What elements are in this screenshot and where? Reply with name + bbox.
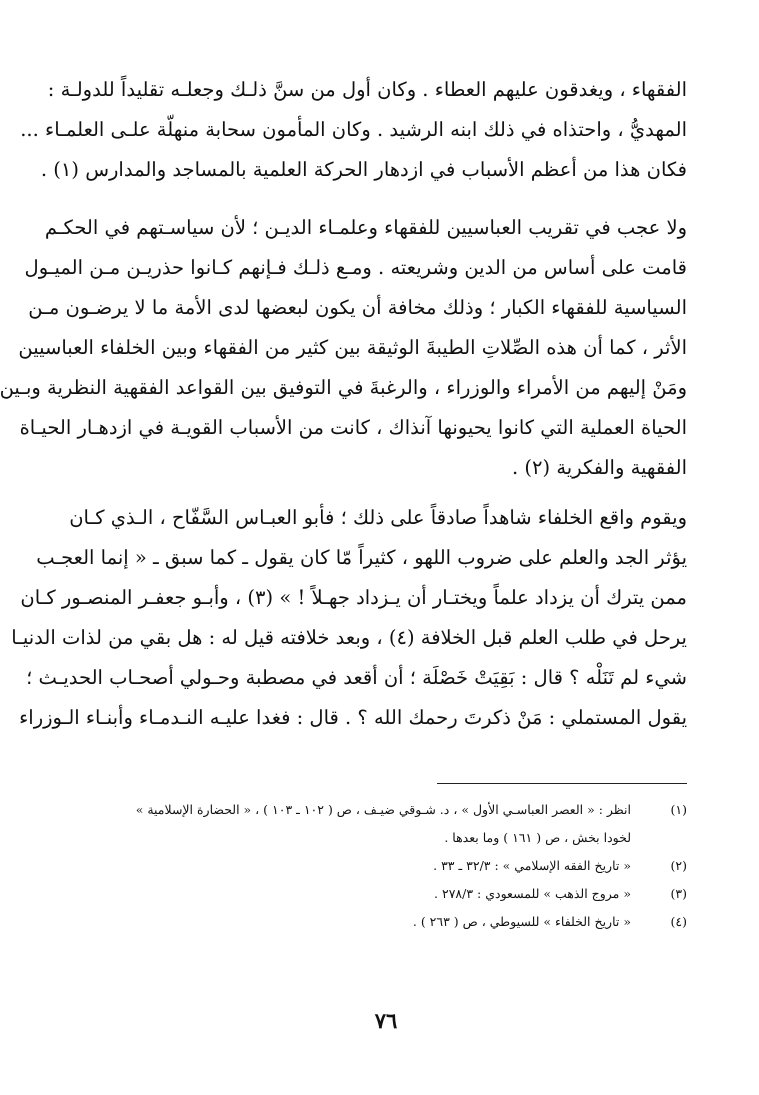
footnote-number: (٢) bbox=[670, 858, 687, 873]
page-number: ٧٦ bbox=[374, 1008, 398, 1033]
footnote bbox=[91, 880, 687, 908]
body-paragraph bbox=[0, 208, 687, 488]
text-line: يقول المستملي : مَنْ ذكرتَ رحمك الله ؟ . قال : فغدا عليـه النـدمـاء وأبنـاء الـوزراء bbox=[19, 706, 687, 729]
body-paragraph bbox=[11, 498, 687, 738]
text-line: يؤثر الجد والعلم على ضروب اللهو ، كثيراً مّا كان يقول ـ كما سبق ـ « إنما العجـب bbox=[36, 546, 687, 569]
footnote bbox=[91, 796, 687, 852]
text-line: السياسية للفقهاء الكبار ؛ وذلك مخافة أن يكون لبعضها لدى الأمة ما لا يرضـون مـن bbox=[28, 296, 687, 319]
footnote-text: لخودا بخش ، ص ( ١٦١ ) وما بعدها . bbox=[444, 830, 631, 845]
footnote bbox=[91, 852, 687, 880]
text-line: ويقوم واقع الخلفاء شاهداً صادقاً على ذلك ؛ فأبو العبـاس السَّفّاح ، الـذي كـان bbox=[69, 506, 687, 529]
text-line: ممن يترك أن يزداد علماً ويختـار أن يـزداد جهـلاً ! » (٣) ، وأبـو جعفـر المنصـور كـان bbox=[20, 586, 687, 609]
body-paragraph bbox=[20, 70, 687, 190]
text-line: ولا عجب في تقريب العباسيين للفقهاء وعلمـاء الديـن ؛ لأن سياسـتهم في الحكـم bbox=[44, 216, 687, 239]
footnote-text: « تاريخ الخلفاء » للسيوطي ، ص ( ٢٦٣ ) . bbox=[412, 914, 631, 929]
footnotes bbox=[91, 796, 687, 936]
text-line: يرحل في طلب العلم قبل الخلافة (٤) ، وبعد خلافته قيل له : هل بقي من لذات الدنيـا bbox=[11, 626, 687, 649]
footnote-text: « تاريخ الفقه الإسلامي » : ٣٢/٣ ـ ٣٣ . bbox=[433, 858, 631, 873]
footnote-text: انظر : « العصر العباسـي الأول » ، د. شـوقي ضيـف ، ص ( ١٠٢ ـ ١٠٣ ) ، « الحضارة الإسلامية » bbox=[135, 802, 631, 817]
text-line: شيء لم تَنَلْه ؟ قال : بَقِيَتْ خَصْلَة ؛ أن أقعد في مصطبة وحـولي أصحـاب الحديـث ؛ bbox=[26, 666, 687, 689]
footnote-number: (٣) bbox=[670, 886, 687, 901]
text-line: الفقهية والفكرية (٢) . bbox=[512, 456, 687, 479]
text-line: قامت على أساس من الدين وشريعته . ومـع ذلـك فـإنهم كـانوا حذريـن مـن الميـول bbox=[24, 256, 687, 279]
text-line: ومَنْ إليهم من الأمراء والوزراء ، والرغبةَ في التوفيق بين القواعد الفقهية النظرية وبـين bbox=[0, 376, 687, 399]
text-line: الأثر ، كما أن هذه الصِّلاتِ الطيبةَ الوثيقة بين كثير من الفقهاء وبين الخلفاء العباسيين bbox=[18, 336, 687, 359]
footnote-number: (١) bbox=[670, 802, 687, 817]
footnote-text: « مروج الذهب » للمسعودي : ٢٧٨/٣ . bbox=[434, 886, 631, 901]
footnote bbox=[91, 908, 687, 936]
footnote-divider bbox=[437, 783, 687, 784]
text-line: الحياة العملية التي كانوا يحيونها آنذاك ، كانت من الأسباب القويـة في ازدهـار الحيـاة bbox=[19, 416, 687, 439]
text-line: الفقهاء ، ويغدقون عليهم العطاء . وكان أول من سنَّ ذلـك وجعلـه تقليداً للدولـة : bbox=[47, 78, 687, 101]
footnote-number: (٤) bbox=[670, 914, 687, 929]
text-line: المهديُّ ، واحتذاه في ذلك ابنه الرشيد . وكان المأمون سحابة منهلّة علـى العلمـاء ... bbox=[20, 118, 687, 141]
text-line: فكان هذا من أعظم الأسباب في ازدهار الحركة العلمية بالمساجد والمدارس (١) . bbox=[40, 158, 687, 181]
